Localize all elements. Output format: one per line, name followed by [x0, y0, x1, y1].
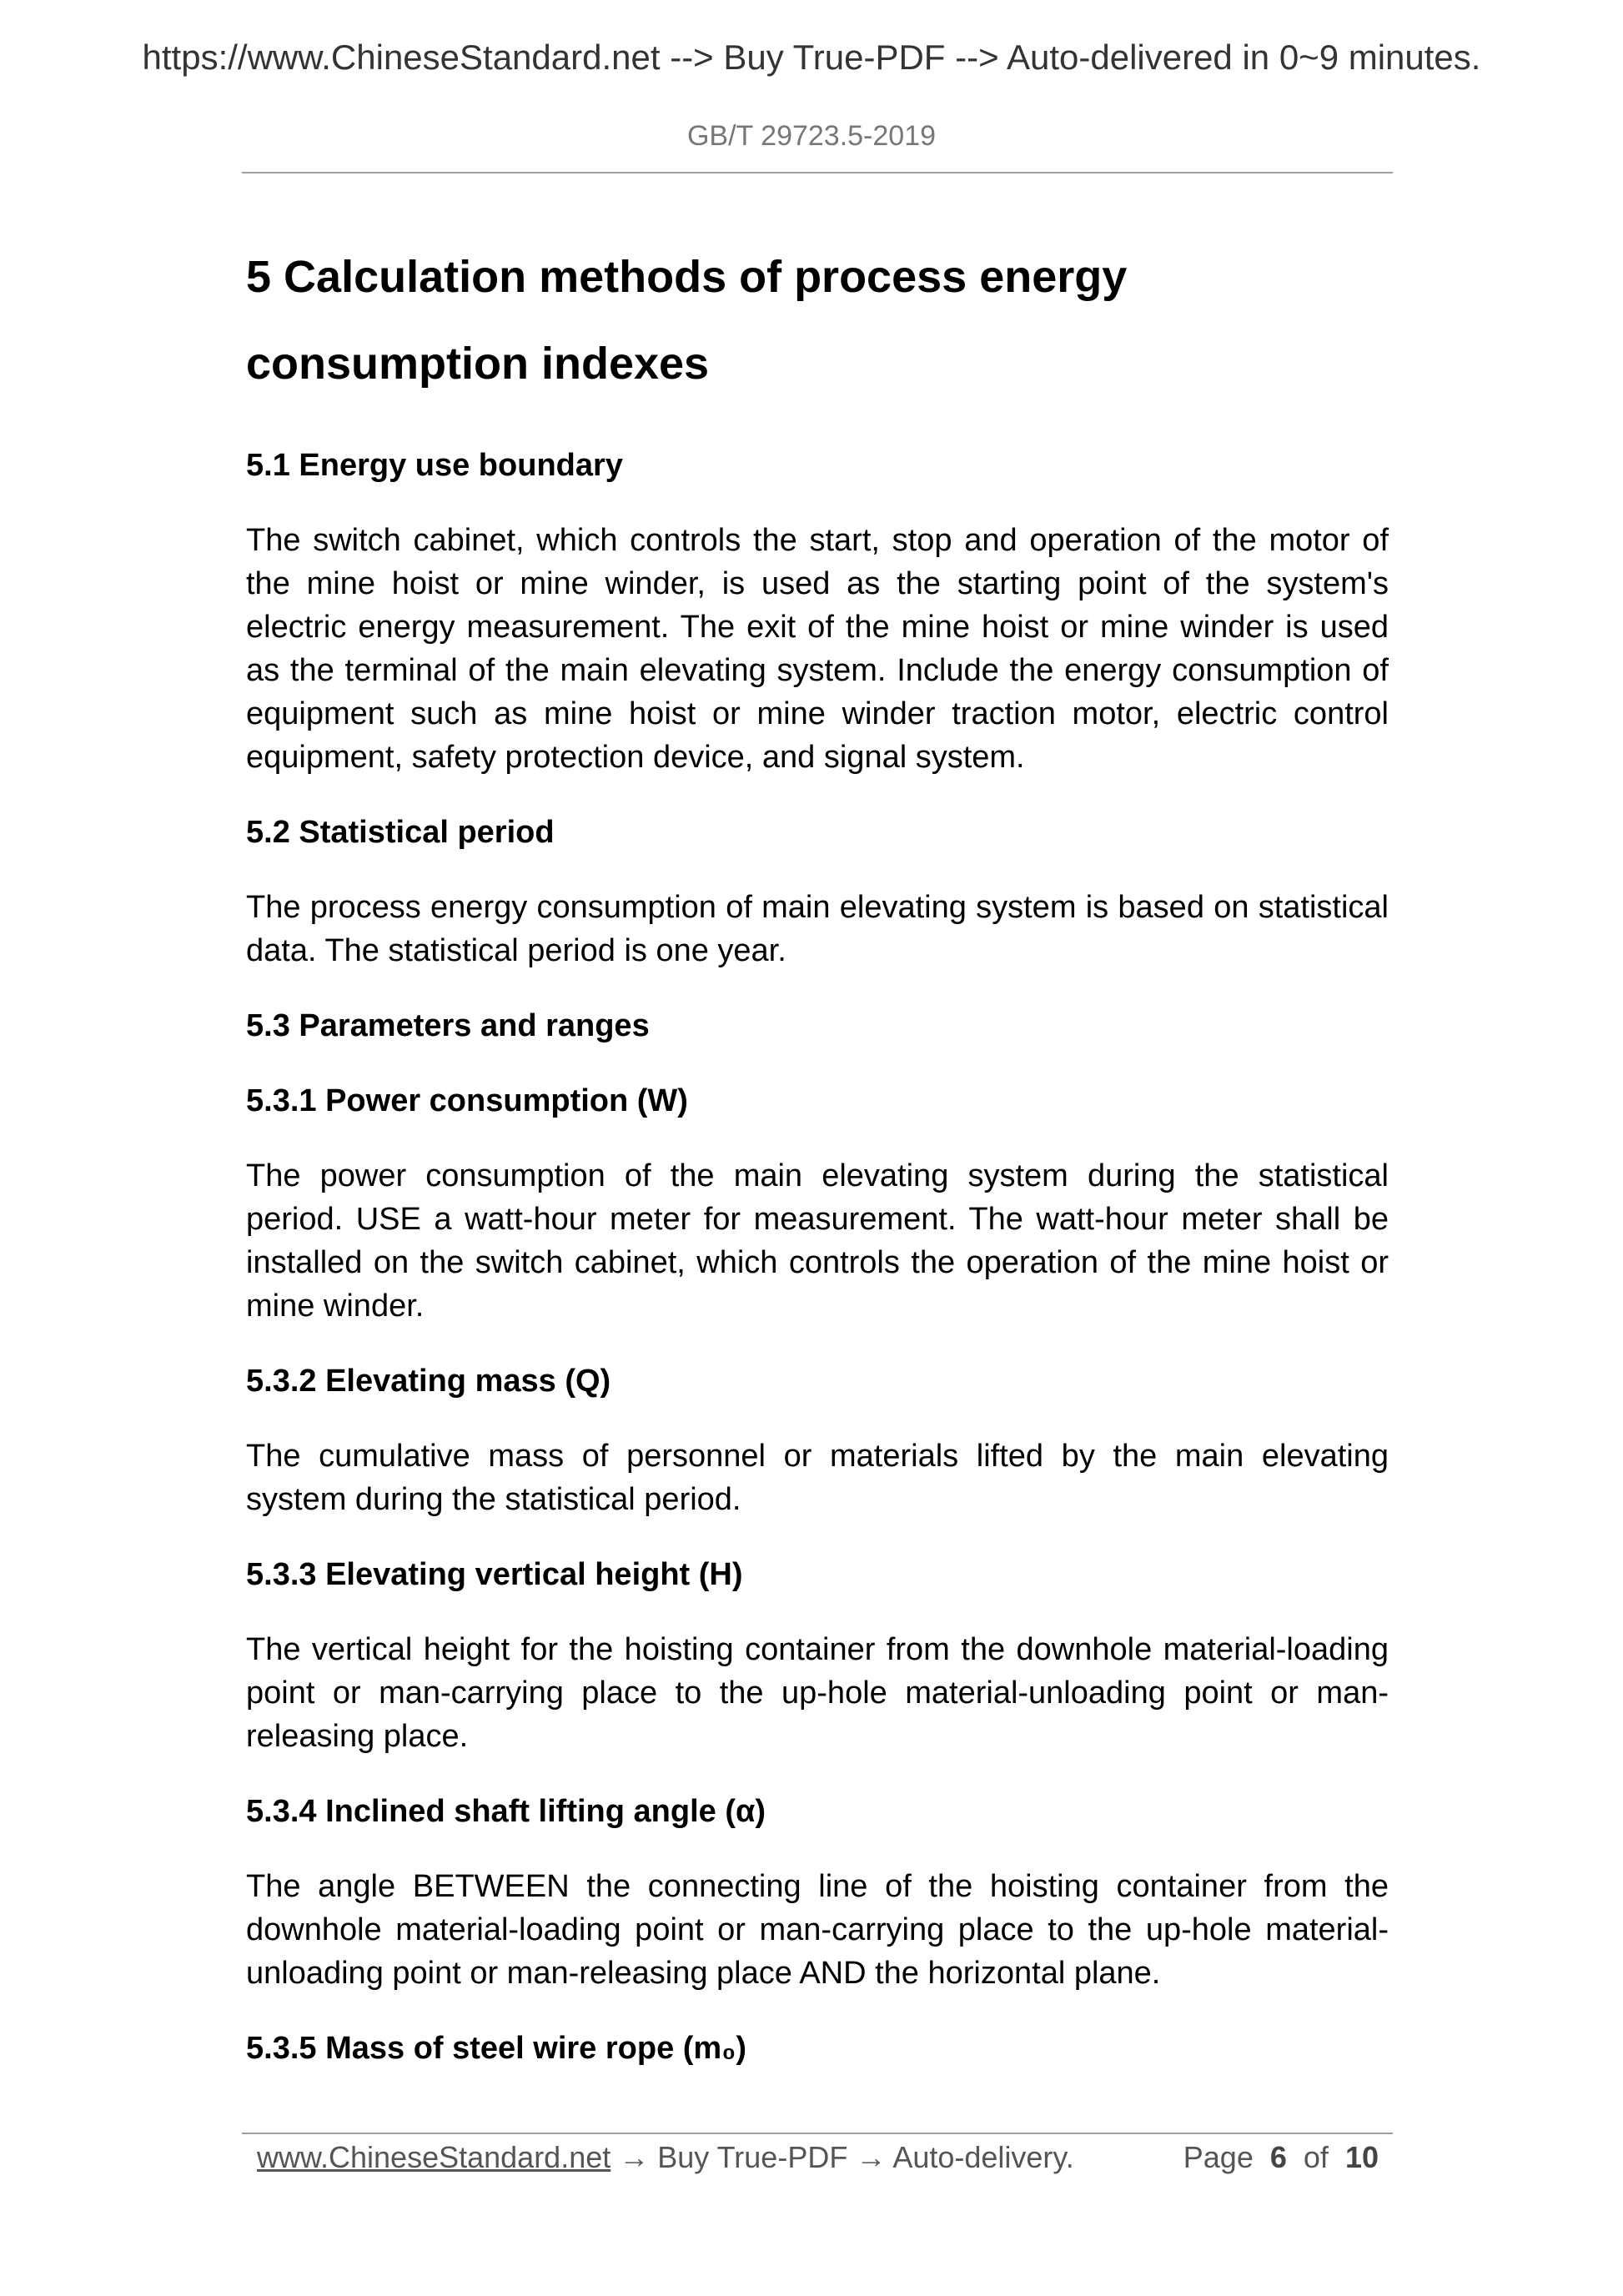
header-divider	[242, 172, 1393, 173]
document-body	[246, 234, 1389, 2102]
section-paragraph: The angle BETWEEN the connecting line of the hoisting container from the downhole material-loading point or man-carrying place to the up-hole material-unloading point or man-releasing place AND the horizontal plane.	[246, 1869, 1389, 1991]
standard-number: GB/T 29723.5-2019	[686, 120, 937, 152]
section-paragraph: The vertical height for the hoisting container from the downhole material-loading point or man-carrying place to the up-hole material-unloading point or man-releasing place.	[246, 1632, 1389, 1754]
section-paragraph: The process energy consumption of main elevating system is based on statistical data. The statistical period is one year.	[246, 890, 1389, 968]
section-heading: 5.3.4 Inclined shaft lifting angle (α)	[246, 1794, 766, 1829]
footer-site-link[interactable]: www.ChineseStandard.net	[257, 2140, 611, 2174]
top-banner: https://www.ChineseStandard.net --> Buy True-PDF --> Auto-delivered in 0~9 minutes.	[142, 38, 1481, 77]
page-label: Page	[1183, 2140, 1254, 2174]
section-5-3-4	[246, 1790, 1389, 1995]
footer-divider	[242, 2133, 1393, 2134]
section-5-3-3	[246, 1553, 1389, 1758]
section-heading: 5.2 Statistical period	[246, 815, 555, 850]
section-5-3-2	[246, 1359, 1389, 1521]
section-heading: 5.3 Parameters and ranges	[246, 1008, 650, 1043]
chapter-title: 5 Calculation methods of process energy consumption indexes	[246, 252, 1128, 389]
section-5-3-1	[246, 1079, 1389, 1328]
of-label: of	[1303, 2140, 1329, 2174]
total-pages-number: 10	[1344, 2140, 1379, 2174]
footer-tagline: → Buy True-PDF → Auto-delivery.	[611, 2140, 1074, 2174]
section-5-3-5	[246, 2027, 1389, 2070]
section-5-2	[246, 811, 1389, 972]
section-heading: 5.3.5 Mass of steel wire rope (m₀)	[246, 2031, 747, 2066]
section-heading: 5.3.1 Power consumption (W)	[246, 1083, 688, 1118]
section-paragraph: The cumulative mass of personnel or materials lifted by the main elevating system during the statistical period.	[246, 1439, 1389, 1517]
section-5-1	[246, 444, 1389, 779]
section-5-3	[246, 1004, 1389, 1048]
section-heading: 5.3.3 Elevating vertical height (H)	[246, 1557, 743, 1592]
section-heading: 5.1 Energy use boundary	[246, 448, 623, 483]
section-paragraph: The switch cabinet, which controls the start, stop and operation of the motor of the mine hoist or mine winder, is used as the starting point of the system's electric energy measurement. The exit of the mine hoist or mine winder is used as the terminal of the main elevating system. Include the energy consumption of equipment such as mine hoist or mine winder traction motor, electric control equipment, safety protection device, and signal system.	[246, 523, 1389, 775]
page-indicator	[1183, 2140, 1379, 2175]
footer-promo	[257, 2140, 1074, 2175]
current-page-number: 6	[1269, 2140, 1287, 2174]
section-heading: 5.3.2 Elevating mass (Q)	[246, 1364, 611, 1399]
section-paragraph: The power consumption of the main elevating system during the statistical period. USE a watt-hour meter for measurement. The watt-hour meter shall be installed on the switch cabinet, which controls the operation of the mine hoist or mine winder.	[246, 1158, 1389, 1324]
